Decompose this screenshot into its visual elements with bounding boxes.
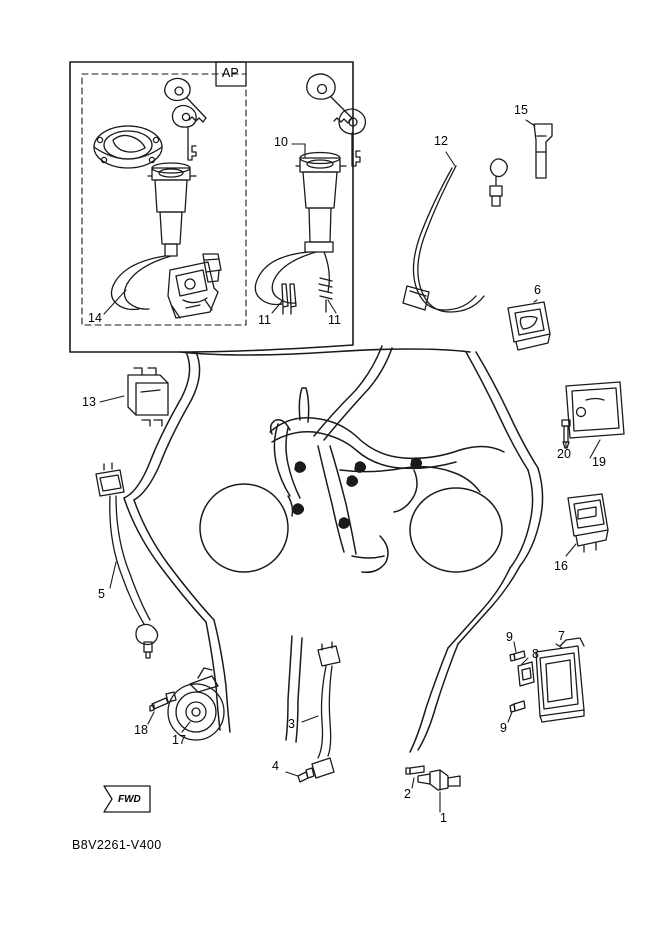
callout-11-left: 11 (258, 313, 271, 327)
callout-1: 1 (440, 811, 447, 825)
callout-9-top: 9 (506, 630, 513, 644)
callout-17: 17 (172, 733, 186, 747)
callout-10: 10 (274, 135, 288, 149)
callout-3: 3 (288, 717, 295, 731)
callout-11-right: 11 (328, 313, 341, 327)
callout-6: 6 (534, 283, 541, 297)
callout-7: 7 (558, 629, 565, 643)
part-code-label: B8V2261-V400 (72, 838, 162, 852)
callout-14: 14 (88, 311, 102, 325)
callout-18: 18 (134, 723, 148, 737)
callout-4: 4 (272, 759, 279, 773)
callout-2: 2 (404, 787, 411, 801)
callout-19: 19 (592, 455, 606, 469)
callout-9-bottom: 9 (500, 721, 507, 735)
callout-8: 8 (532, 647, 539, 661)
ap-inset-label: AP (222, 66, 239, 80)
callout-16: 16 (554, 559, 568, 573)
callout-13: 13 (82, 395, 96, 409)
callout-5: 5 (98, 587, 105, 601)
fwd-direction-label: FWD (118, 794, 141, 805)
callout-15: 15 (514, 103, 528, 117)
callout-12: 12 (434, 134, 448, 148)
callout-20: 20 (557, 447, 571, 461)
